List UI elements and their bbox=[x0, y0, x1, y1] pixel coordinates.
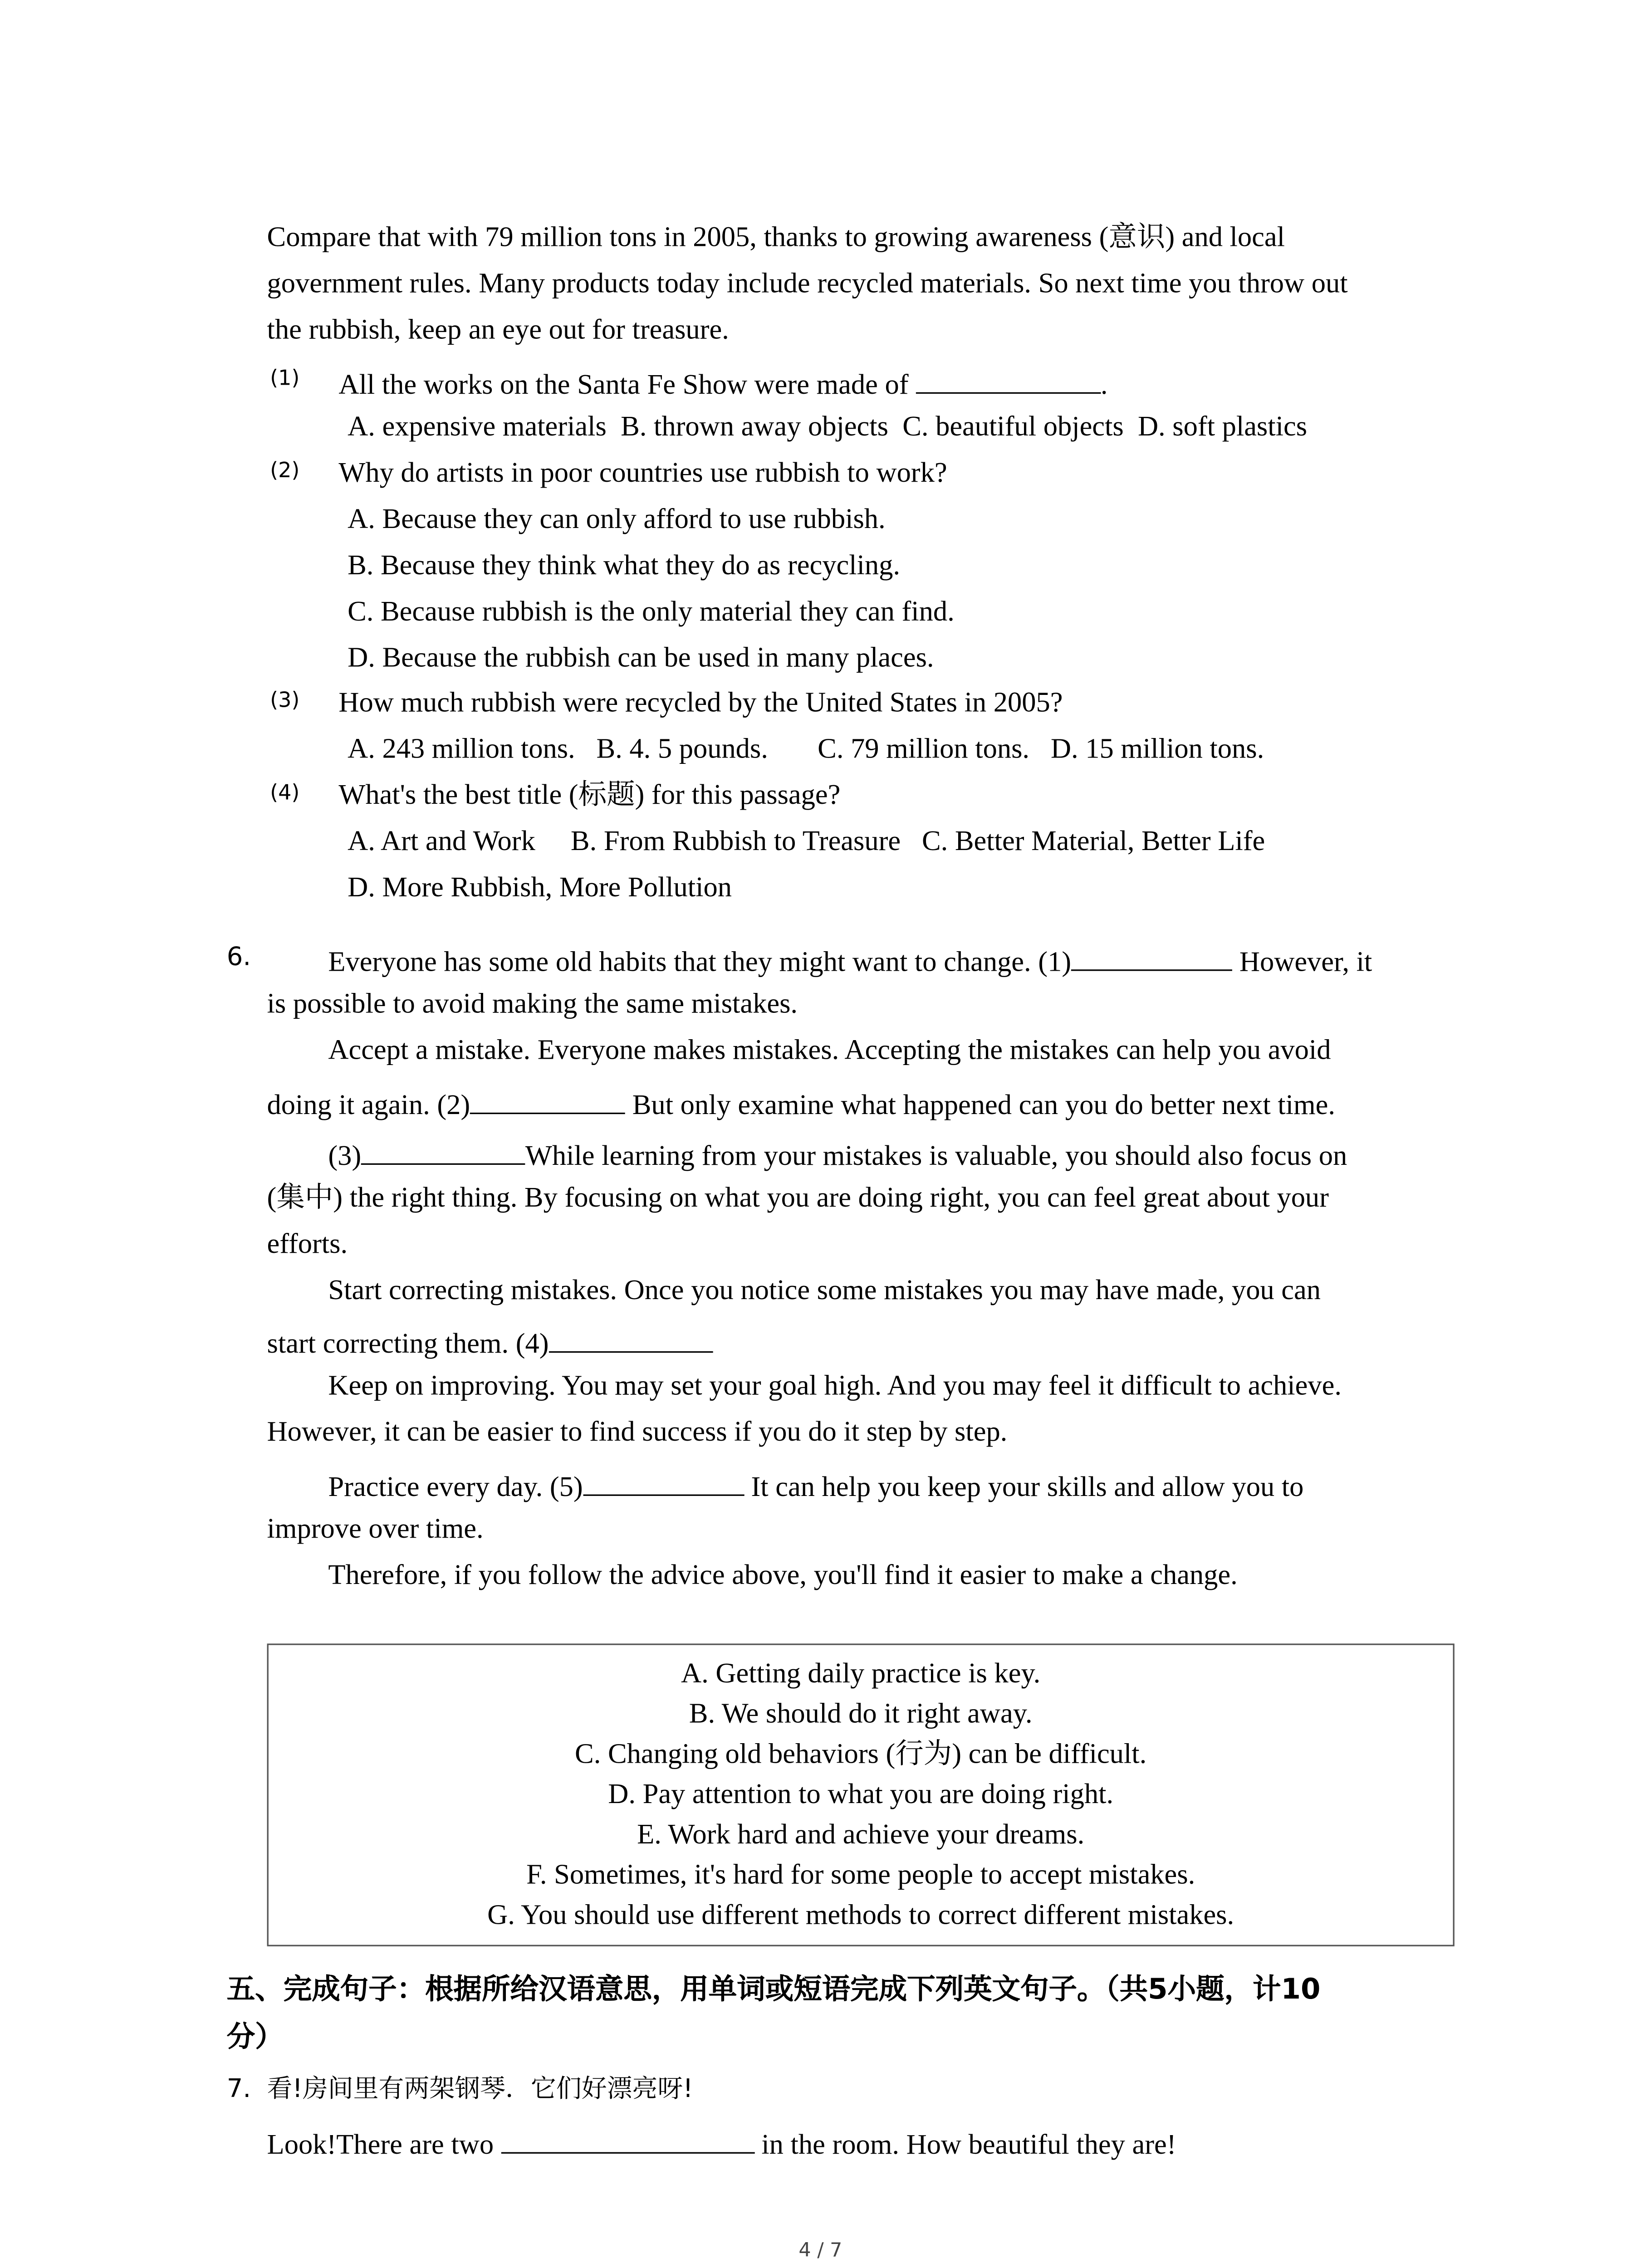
option-line: D. More Rubbish, More Pollution bbox=[348, 872, 732, 904]
section-heading: 分） bbox=[226, 2021, 284, 2054]
passage-line: doing it again. (2) But only examine what happened can you do better next time. bbox=[267, 1086, 1335, 1124]
option-item: G. You should use different methods to correct different mistakes. bbox=[487, 1900, 1234, 1931]
passage-line: government rules. Many products today include recycled materials. So next time you throw out bbox=[267, 268, 1348, 300]
passage-line: Accept a mistake. Everyone makes mistakes. Accepting the mistakes can help you avoid bbox=[328, 1035, 1331, 1066]
option-line: A. Art and Work B. From Rubbish to Treasure C. Better Material, Better Life bbox=[348, 826, 1265, 858]
page-number: 4 / 7 bbox=[798, 2240, 843, 2263]
option-line: C. Because rubbish is the only material they can find. bbox=[348, 596, 955, 628]
passage-line: Compare that with 79 million tons in 2005, thanks to growing awareness (意识) and local bbox=[267, 222, 1285, 254]
option-item: C. Changing old behaviors (行为) can be difficult. bbox=[575, 1739, 1147, 1770]
section-heading: 五、完成句子：根据所给汉语意思，用单词或短语完成下列英文句子。（共5小题，计10 bbox=[226, 1973, 1321, 2006]
option-item: A. Getting daily practice is key. bbox=[681, 1658, 1041, 1690]
question-stem: How much rubbish were recycled by the United States in 2005? bbox=[338, 687, 1063, 719]
question-number: (3) bbox=[270, 689, 300, 713]
option-line: A. 243 million tons. B. 4. 5 pounds. C. 79 million tons. D. 15 million tons. bbox=[348, 733, 1264, 765]
answer-blank[interactable] bbox=[583, 1467, 744, 1496]
answer-blank[interactable] bbox=[501, 2125, 754, 2153]
passage-line: start correcting them. (4) bbox=[267, 1325, 713, 1363]
passage-line: Practice every day. (5) It can help you keep your skills and allow you to bbox=[328, 1467, 1303, 1506]
question-number: (2) bbox=[270, 459, 300, 484]
passage-line: the rubbish, keep an eye out for treasure. bbox=[267, 314, 729, 346]
question-chinese: 看!房间里有两架钢琴．它们好漂亮呀! bbox=[267, 2074, 693, 2105]
option-line: B. Because they think what they do as recycling. bbox=[348, 550, 900, 582]
answer-blank[interactable] bbox=[470, 1086, 625, 1114]
passage-line: (集中) the right thing. By focusing on what you are doing right, you can feel great about your bbox=[267, 1183, 1329, 1214]
question-stem: Why do artists in poor countries use rubbish to work? bbox=[338, 458, 947, 489]
passage-line: However, it can be easier to find success if you do it step by step. bbox=[267, 1417, 1008, 1448]
question-stem: All the works on the Santa Fe Show were made of . bbox=[338, 366, 1107, 404]
passage-line: is possible to avoid making the same mistakes. bbox=[267, 988, 798, 1020]
question-english: Look!There are two in the room. How beautiful they are! bbox=[267, 2125, 1176, 2164]
option-item: E. Work hard and achieve your dreams. bbox=[637, 1819, 1085, 1851]
passage-line: Keep on improving. You may set your goal high. And you may feel it difficult to achieve. bbox=[328, 1370, 1342, 1402]
passage-line: (3) While learning from your mistakes is valuable, you should also focus on bbox=[328, 1136, 1347, 1175]
options-box bbox=[267, 1643, 1455, 1946]
passage-line: improve over time. bbox=[267, 1514, 484, 1545]
answer-blank[interactable] bbox=[361, 1136, 525, 1164]
question-number: 7. bbox=[226, 2074, 251, 2105]
question-number: 6. bbox=[226, 943, 251, 973]
option-item: B. We should do it right away. bbox=[689, 1699, 1033, 1730]
passage-line: efforts. bbox=[267, 1229, 348, 1261]
option-item: F. Sometimes, it's hard for some people to accept mistakes. bbox=[526, 1860, 1195, 1892]
question-number: (4) bbox=[270, 781, 300, 806]
question-number: (1) bbox=[270, 367, 300, 391]
passage-line: Therefore, if you follow the advice above, you'll find it easier to make a change. bbox=[328, 1560, 1238, 1592]
answer-blank[interactable] bbox=[549, 1325, 713, 1353]
option-line: A. Because they can only afford to use rubbish. bbox=[348, 504, 886, 536]
option-line: A. expensive materials B. thrown away objects C. beautiful objects D. soft plastics bbox=[348, 411, 1308, 443]
option-item: D. Pay attention to what you are doing right. bbox=[608, 1779, 1114, 1811]
passage-line: Everyone has some old habits that they might want to change. (1) However, it bbox=[328, 943, 1372, 981]
question-stem: What's the best title (标题) for this passage? bbox=[338, 780, 841, 811]
option-line: D. Because the rubbish can be used in many places. bbox=[348, 643, 934, 675]
answer-blank[interactable] bbox=[1071, 943, 1232, 971]
passage-line: Start correcting mistakes. Once you notice some mistakes you may have made, you can bbox=[328, 1275, 1321, 1307]
answer-blank[interactable] bbox=[916, 366, 1101, 394]
